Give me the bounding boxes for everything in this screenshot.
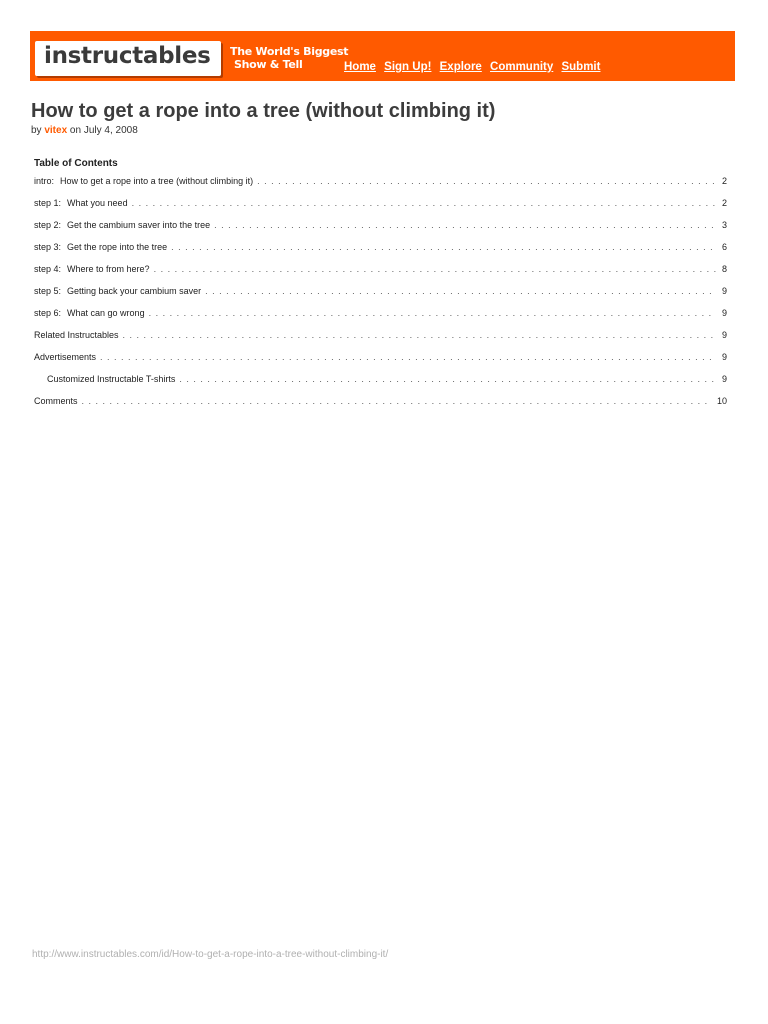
toc-item-label: What you need: [67, 198, 128, 208]
toc-item-page: 8: [721, 264, 727, 274]
toc-item-page: 9: [721, 286, 727, 296]
toc-item-label: Comments: [34, 396, 78, 406]
footer-source-url[interactable]: http://www.instructables.com/id/How-to-get-a-rope-into-a-tree-without-climbing-it/: [32, 949, 389, 960]
publish-date: on July 4, 2008: [69, 125, 138, 136]
toc-dot-leader: [205, 286, 716, 296]
toc-item-customized-t-shirts[interactable]: [34, 374, 727, 396]
toc-item-prefix: step 4:: [34, 264, 62, 274]
byline-by: by: [31, 125, 42, 136]
toc-item-label: Getting back your cambium saver: [67, 286, 202, 296]
toc-item-prefix: step 1:: [34, 198, 62, 208]
toc-item-prefix: step 6:: [34, 308, 62, 318]
toc-item-related-instructables[interactable]: [34, 330, 727, 352]
toc-dot-leader: [82, 396, 711, 406]
toc-item-step-3[interactable]: [34, 242, 727, 264]
toc-item-prefix: step 3:: [34, 242, 62, 252]
tagline-line-1: The World's Biggest: [230, 45, 349, 58]
toc-item-label: Get the cambium saver into the tree: [67, 220, 211, 230]
toc-item-page: 6: [721, 242, 727, 252]
author-link[interactable]: vitex: [44, 125, 68, 136]
tagline-line-2: Show & Tell: [234, 58, 303, 71]
toc-dot-leader: [123, 330, 716, 340]
toc-item-step-6[interactable]: [34, 308, 727, 330]
top-nav: [344, 61, 605, 73]
toc-dot-leader: [257, 176, 716, 186]
header-banner: [30, 31, 735, 81]
toc-dot-leader: [171, 242, 716, 252]
toc-dot-leader: [214, 220, 716, 230]
toc-item-label: Get the rope into the tree: [67, 242, 168, 252]
toc-item-prefix: intro:: [34, 176, 55, 186]
nav-explore-link[interactable]: Explore: [439, 61, 482, 73]
logo-text: instructables: [44, 43, 211, 69]
toc-item-prefix: step 5:: [34, 286, 62, 296]
toc-item-label: Where to from here?: [67, 264, 150, 274]
toc-heading: Table of Contents: [34, 158, 118, 169]
toc-item-page: 2: [721, 176, 727, 186]
nav-sign-up-link[interactable]: Sign Up!: [384, 61, 432, 73]
toc-item-label: Customized Instructable T-shirts: [47, 374, 176, 384]
toc-dot-leader: [154, 264, 716, 274]
toc-dot-leader: [132, 198, 716, 208]
toc-item-prefix: step 2:: [34, 220, 62, 230]
toc-item-label: Related Instructables: [34, 330, 119, 340]
nav-community-link[interactable]: Community: [490, 61, 554, 73]
toc-item-advertisements[interactable]: [34, 352, 727, 374]
tagline: [230, 45, 348, 71]
nav-home-link[interactable]: Home: [344, 61, 376, 73]
toc-item-comments[interactable]: [34, 396, 727, 418]
toc-item-page: 9: [721, 374, 727, 384]
toc-item-page: 9: [721, 308, 727, 318]
toc-item-page: 9: [721, 352, 727, 362]
nav-submit-link[interactable]: Submit: [561, 61, 601, 73]
instructables-logo[interactable]: [35, 41, 221, 76]
toc-item-label: Advertisements: [34, 352, 97, 362]
toc-item-page: 3: [721, 220, 727, 230]
toc-item-step-5[interactable]: [34, 286, 727, 308]
page-title: How to get a rope into a tree (without climbing it): [31, 100, 496, 122]
toc-item-intro[interactable]: [34, 176, 727, 198]
toc-item-page: 10: [716, 396, 727, 406]
toc-item-label: What can go wrong: [67, 308, 145, 318]
toc-item-step-1[interactable]: [34, 198, 727, 220]
toc-item-label: How to get a rope into a tree (without climbing it): [60, 176, 254, 186]
toc-item-step-2[interactable]: [34, 220, 727, 242]
toc-dot-leader: [100, 352, 716, 362]
toc-item-page: 2: [721, 198, 727, 208]
toc-dot-leader: [179, 374, 716, 384]
toc-item-step-4[interactable]: [34, 264, 727, 286]
toc-item-page: 9: [721, 330, 727, 340]
table-of-contents: [34, 176, 727, 418]
byline: [31, 125, 138, 136]
toc-dot-leader: [149, 308, 716, 318]
